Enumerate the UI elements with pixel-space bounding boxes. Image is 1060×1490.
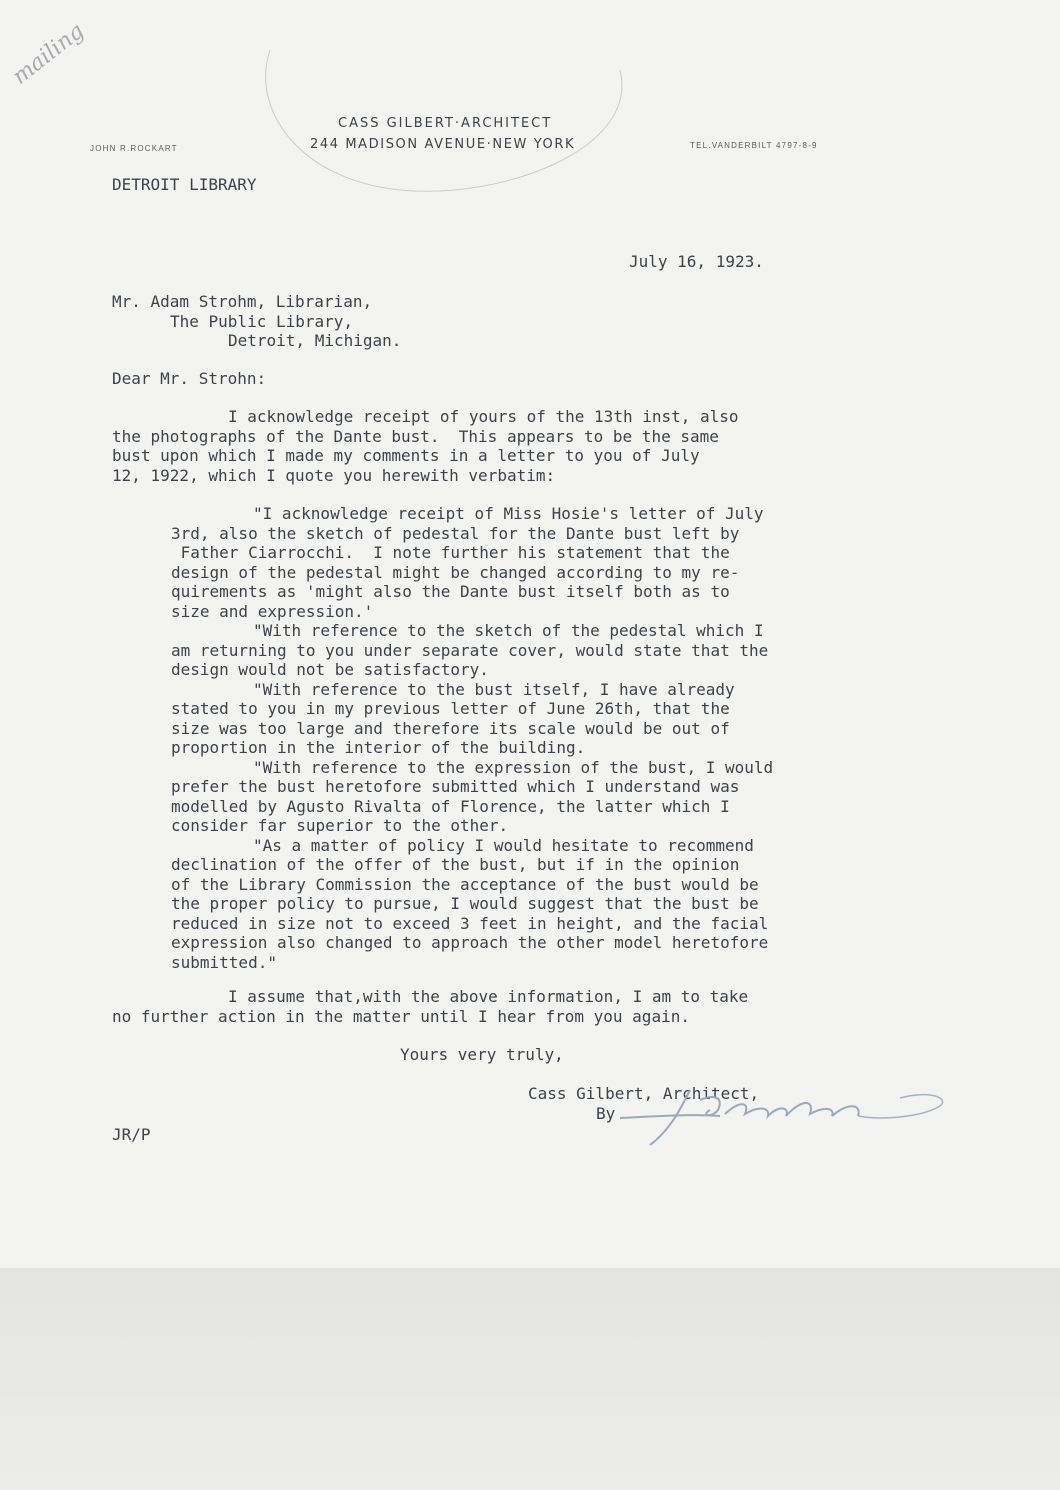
signature-firm: Cass Gilbert, Architect,	[528, 1084, 760, 1103]
quote-line: of the Library Commission the acceptance of the bust would be	[171, 874, 759, 894]
quote-line: design would not be satisfactory.	[171, 660, 489, 679]
quote-line: am returning to you under separate cover, would state that the	[171, 640, 769, 660]
recipient-line: Mr. Adam Strohm, Librarian,	[112, 292, 373, 311]
quote-line: stated to you in my previous letter of June 26th, that the	[171, 699, 730, 718]
quote-line: size was too large and therefore its scale would be out of	[171, 718, 730, 738]
letterhead-address: 244 MADISON AVENUE·NEW YORK	[310, 137, 576, 152]
handwritten-signature	[600, 1080, 960, 1160]
quote-line: declination of the offer of the bust, but if in the opinion	[171, 855, 740, 874]
quote-line: design of the pedestal might be changed according to my re-	[171, 562, 740, 582]
quote-line: reduced in size not to exceed 3 feet in height, and the facial	[171, 913, 769, 933]
quote-line: modelled by Agusto Rivalta of Florence, the latter which I	[171, 796, 730, 816]
quote-line: "I acknowledge receipt of Miss Hosie's letter of July	[253, 504, 764, 523]
quote-line: 3rd, also the sketch of pedestal for the Dante bust left by	[171, 523, 740, 543]
handwritten-note: mailing	[8, 18, 90, 90]
quote-line: proportion in the interior of the building.	[171, 738, 586, 757]
quote-line: "With reference to the sketch of the pedestal which I	[253, 621, 764, 640]
quote-line: consider far superior to the other.	[171, 816, 509, 835]
backing-sheet	[0, 1268, 1060, 1490]
quote-line: expression also changed to approach the other model heretofore	[171, 933, 769, 952]
letterhead-phone: TEL.VANDERBILT 4797-8-9	[690, 141, 818, 150]
closing: Yours very truly,	[400, 1045, 564, 1064]
paragraph-line: the photographs of the Dante bust. This appears to be the same	[112, 426, 719, 446]
quote-line: "With reference to the expression of the bust, I would	[253, 757, 774, 777]
typist-initials: JR/P	[112, 1125, 151, 1144]
paragraph-1	[112, 407, 739, 485]
letterhead-firm: CASS GILBERT·ARCHITECT	[338, 116, 553, 131]
paragraph-2	[112, 987, 748, 1026]
signature-by: By	[596, 1104, 616, 1123]
quote-line: Father Ciarrocchi. I note further his statement that the	[171, 543, 730, 562]
quote-line: quirements as 'might also the Dante bust itself both as to	[171, 582, 730, 601]
quote-line: "With reference to the bust itself, I have already	[253, 679, 735, 699]
paragraph-line: I assume that,with the above information, I am to take	[228, 987, 749, 1006]
recipient-line: Detroit, Michigan.	[228, 331, 402, 350]
salutation: Dear Mr. Strohn:	[112, 369, 267, 388]
letter-date: July 16, 1923.	[629, 252, 764, 271]
quote-line: "As a matter of policy I would hesitate to recommend	[253, 835, 754, 855]
recipient-line: The Public Library,	[170, 312, 354, 331]
subject-line: DETROIT LIBRARY	[112, 175, 257, 194]
quote-line: the proper policy to pursue, I would suggest that the bust be	[171, 894, 759, 913]
letterhead-left: JOHN R.ROCKART	[90, 144, 178, 153]
paragraph-line: no further action in the matter until I hear from you again.	[112, 1006, 690, 1026]
quote-line: prefer the bust heretofore submitted which I understand was	[171, 777, 740, 796]
paragraph-line: I acknowledge receipt of yours of the 13th inst, also	[228, 407, 739, 426]
quote-line: submitted."	[171, 952, 277, 972]
quoted-letter	[171, 504, 773, 972]
paragraph-line: bust upon which I made my comments in a letter to you of July	[112, 446, 700, 465]
quote-line: size and expression.'	[171, 601, 374, 621]
paragraph-line: 12, 1922, which I quote you herewith verbatim:	[112, 465, 556, 485]
